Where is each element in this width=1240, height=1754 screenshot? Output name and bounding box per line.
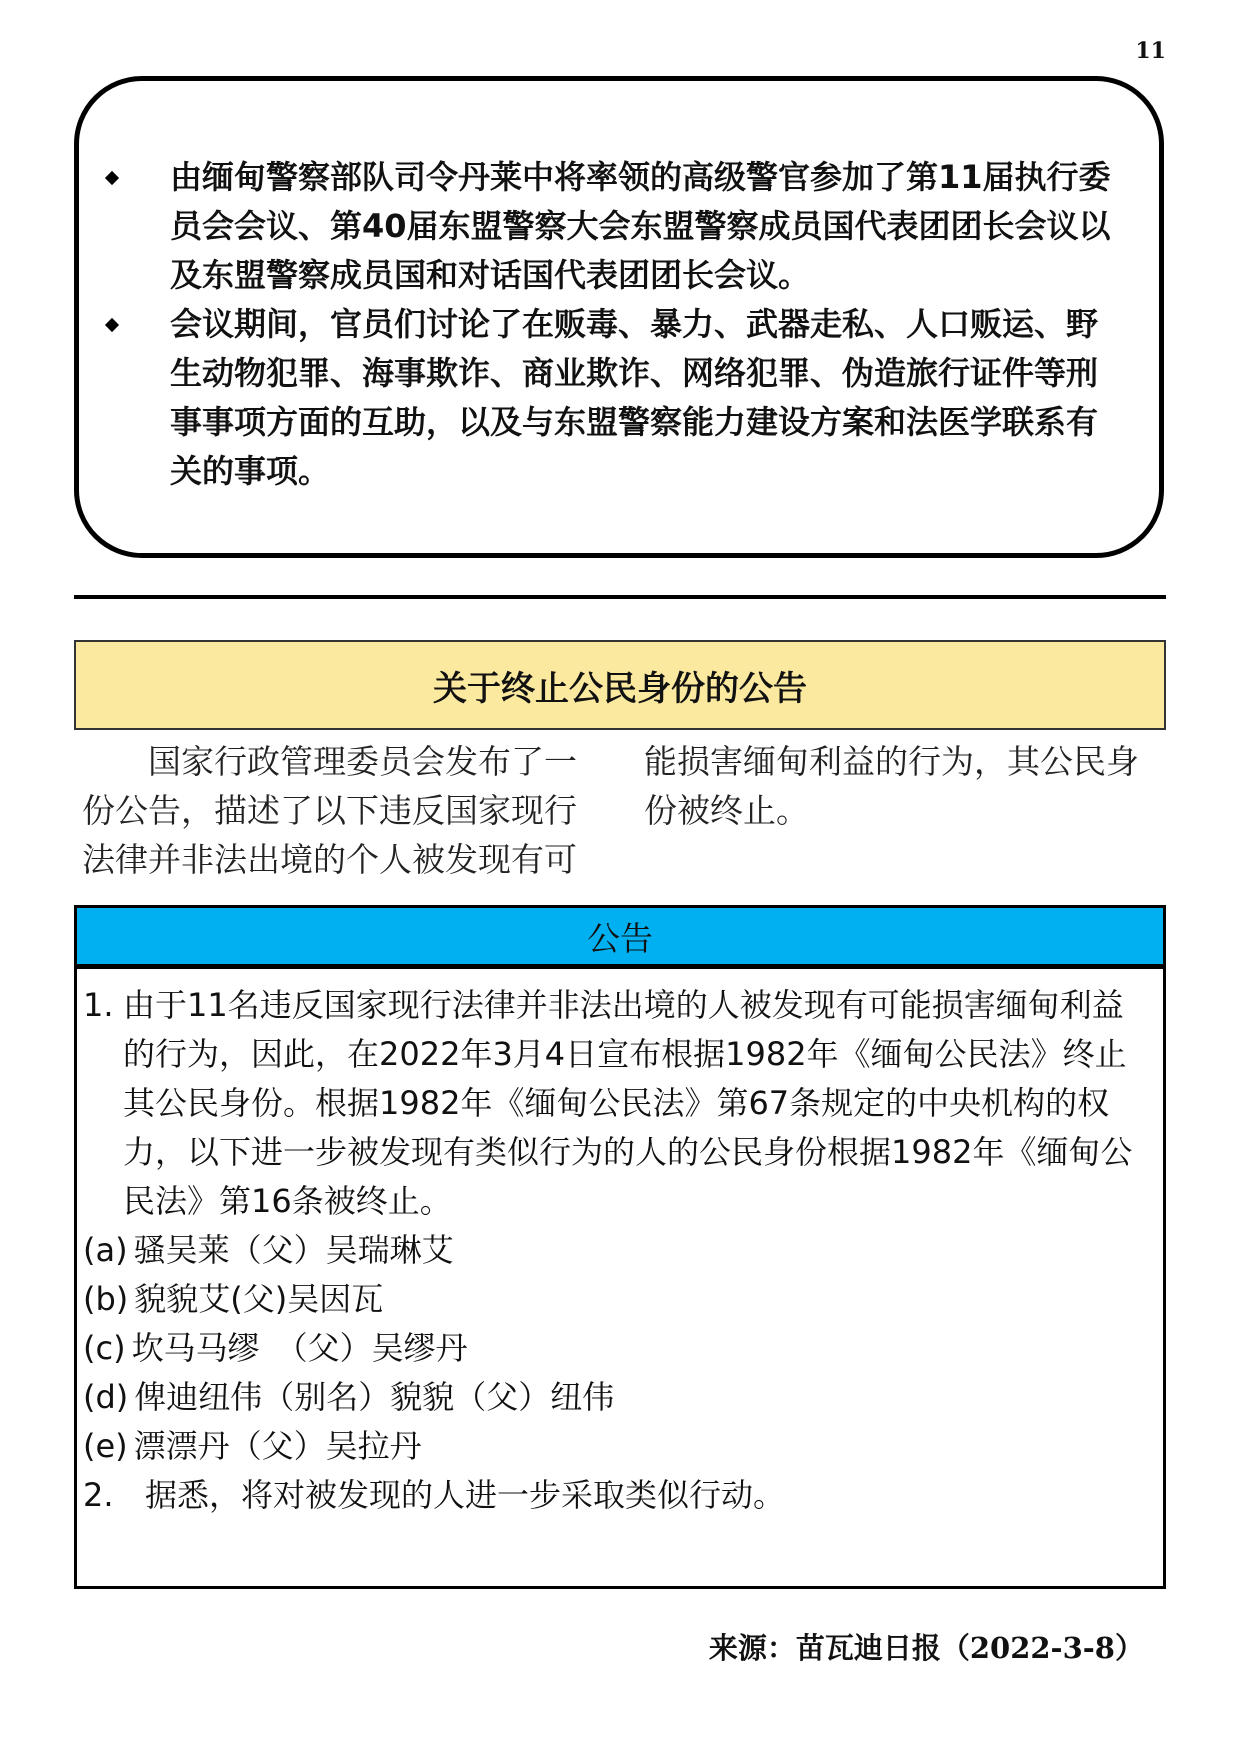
- bullet-item: [107, 153, 1119, 300]
- name-text: 俾迪纽伟（别名）貌貌（父）纽伟: [134, 1378, 615, 1416]
- diamond-bullet-icon: [105, 318, 119, 332]
- notice-item-1: [83, 981, 1155, 1226]
- meeting-summary-box: [74, 76, 1164, 558]
- name-entry: [83, 1373, 1155, 1422]
- name-label: (d): [83, 1378, 129, 1416]
- name-text: 貌貌艾(父)吴因瓦: [134, 1280, 384, 1318]
- item-number: 1.: [83, 986, 114, 1024]
- article-title: 关于终止公民身份的公告: [433, 668, 807, 709]
- page-number: 11: [1135, 38, 1166, 64]
- notice-box: [74, 905, 1166, 1589]
- bullet-item: [107, 300, 1119, 496]
- intro-text: 国家行政管理委员会发布了一份公告，描述了以下违反国家现行法律并非法出境的个人被发现有可能损害缅甸利益的行为，其公民身份被终止。: [82, 742, 1139, 879]
- name-label: (c): [83, 1329, 126, 1367]
- name-label: (e): [83, 1427, 128, 1465]
- name-entry: [83, 1422, 1155, 1471]
- name-entry: [83, 1275, 1155, 1324]
- name-label: (b): [83, 1280, 129, 1318]
- name-entry: [83, 1324, 1155, 1373]
- bullet-list: [107, 153, 1119, 496]
- notice-body: [77, 969, 1163, 1520]
- source-credit: 来源：苗瓦迪日报（2022-3-8）: [708, 1631, 1144, 1665]
- section-divider: [74, 595, 1166, 599]
- bullet-text: 由缅甸警察部队司令丹莱中将率领的高级警官参加了第11届执行委员会会议、第40届东盟警察大会东盟警察成员国代表团团长会议以及东盟警察成员国和对话国代表团团长会议。: [170, 158, 1111, 294]
- item-text: 据悉，将对被发现的人进一步采取类似行动。: [145, 1476, 786, 1514]
- notice-item-2: [83, 1471, 1155, 1520]
- item-text: 由于11名违反国家现行法律并非法出境的人被发现有可能损害缅甸利益的行为，因此，在2022年3月4日宣布根据1982年《缅甸公民法》终止其公民身份。根据1982年《缅甸公民法》第67条规定的中央机构的权力，以下进一步被发现有类似行为的人的公民身份根据1982年《缅甸公民法》第16条被终止。: [123, 986, 1133, 1220]
- diamond-bullet-icon: [105, 171, 119, 185]
- notice-header: 公告: [77, 908, 1163, 969]
- name-text: 骚吴莱（父）吴瑞琳艾: [133, 1231, 454, 1269]
- intro-paragraph: [82, 737, 1162, 884]
- name-entry: [83, 1226, 1155, 1275]
- name-text: 漂漂丹（父）吴拉丹: [133, 1427, 422, 1465]
- name-text: 坎马马缪 （父）吴缪丹: [131, 1329, 468, 1367]
- name-label: (a): [83, 1231, 128, 1269]
- bullet-text: 会议期间，官员们讨论了在贩毒、暴力、武器走私、人口贩运、野生动物犯罪、海事欺诈、商业欺诈、网络犯罪、伪造旅行证件等刑事事项方面的互助，以及与东盟警察能力建设方案和法医学联系有关的事项。: [170, 305, 1099, 490]
- article-title-box: [74, 640, 1166, 730]
- item-number: 2.: [83, 1476, 114, 1514]
